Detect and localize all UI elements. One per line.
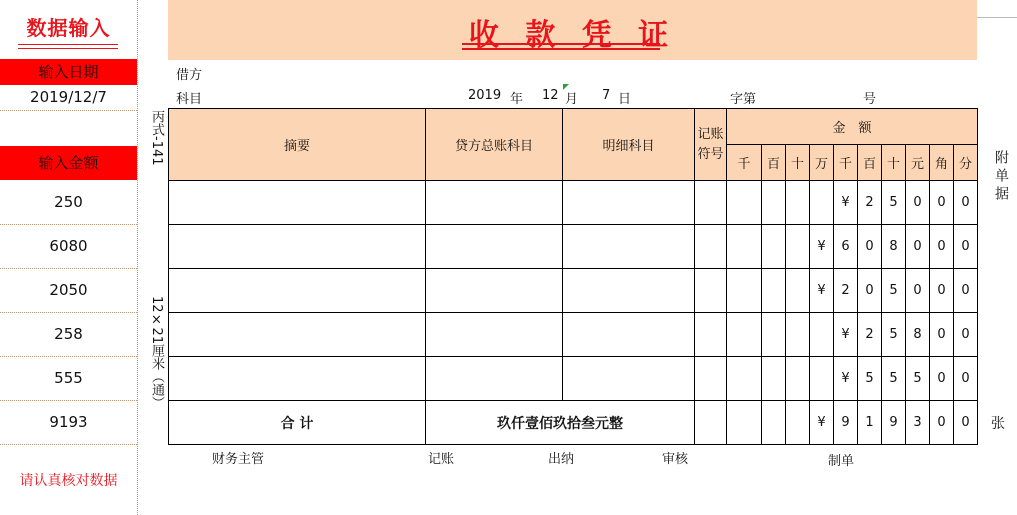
amount-digit: 0 [930, 313, 954, 357]
amount-digit: ¥ [834, 181, 858, 225]
amount-digit: 5 [906, 357, 930, 401]
amount-digit [810, 181, 834, 225]
amount-digit [762, 313, 786, 357]
amount-digit [786, 181, 810, 225]
line-item-cell [695, 181, 727, 225]
line-item-cell [169, 225, 426, 269]
header-summary: 摘要 [169, 109, 426, 181]
attachment-label: 附单据 [993, 150, 1009, 204]
table-row [169, 269, 978, 313]
voucher-day: 7 [602, 88, 611, 103]
debit-label: 借方 [176, 68, 203, 83]
digit-header: 十 [786, 145, 810, 181]
amount-input[interactable]: 250 [0, 181, 137, 225]
title-underline [18, 48, 118, 49]
amount-digit [786, 269, 810, 313]
amount-input[interactable]: 6080 [0, 225, 137, 269]
total-digit: 9 [882, 401, 906, 445]
amount-digit: ¥ [810, 269, 834, 313]
amount-input[interactable]: 555 [0, 357, 137, 401]
table-row [169, 181, 978, 225]
amount-input[interactable]: 9193 [0, 401, 137, 445]
amount-digit [762, 357, 786, 401]
amount-digit [786, 225, 810, 269]
table-row [169, 225, 978, 269]
line-item-cell [563, 269, 695, 313]
amount-digit [727, 269, 762, 313]
amount-digit: 2 [834, 269, 858, 313]
form-size: 12×21厘米（通） [149, 296, 164, 410]
total-digit [786, 401, 810, 445]
header-detail-account: 明细科目 [563, 109, 695, 181]
year-unit: 年 [510, 92, 524, 107]
amount-digit: 5 [882, 313, 906, 357]
amount-input[interactable]: 2050 [0, 269, 137, 313]
subject-label: 科目 [176, 92, 203, 107]
amount-digit: 0 [858, 269, 882, 313]
line-item-cell [563, 181, 695, 225]
line-item-cell [426, 313, 563, 357]
total-digit: 9 [834, 401, 858, 445]
digit-header: 百 [858, 145, 882, 181]
amount-digit: 0 [954, 181, 978, 225]
title-underline [462, 48, 660, 50]
divider [977, 17, 1017, 18]
digit-header: 万 [810, 145, 834, 181]
month-unit: 月 [565, 92, 579, 107]
amount-digit [727, 313, 762, 357]
line-item-cell [695, 269, 727, 313]
digit-header: 角 [930, 145, 954, 181]
title-underline [18, 44, 118, 45]
amount-digit: 8 [882, 225, 906, 269]
line-item-cell [169, 269, 426, 313]
amount-digit: 2 [858, 181, 882, 225]
line-item-cell [695, 225, 727, 269]
amount-digit: 0 [930, 357, 954, 401]
header-credit-account: 贷方总账科目 [426, 109, 563, 181]
total-row [169, 401, 978, 445]
voucher-year: 2019 [468, 88, 502, 103]
footer-cashier: 出纳 [548, 452, 575, 467]
total-words: 玖仟壹佰玖拾叁元整 [426, 401, 695, 445]
footer-preparer: 制单 [828, 454, 855, 469]
amount-digit: ¥ [810, 225, 834, 269]
amount-digit [762, 181, 786, 225]
amount-digit: 0 [954, 313, 978, 357]
panel-title: 数据输入 [26, 16, 111, 40]
line-item-cell [426, 269, 563, 313]
line-item-cell [426, 225, 563, 269]
table-row [169, 357, 978, 401]
number-label: 号 [863, 92, 877, 107]
digit-header: 十 [882, 145, 906, 181]
header-amount: 金 额 [727, 109, 978, 145]
amount-digit: 0 [858, 225, 882, 269]
amount-digit: ¥ [834, 357, 858, 401]
total-mark-cell [695, 401, 727, 445]
amount-digit [810, 313, 834, 357]
line-item-cell [563, 313, 695, 357]
amount-digit: 0 [906, 269, 930, 313]
total-digit: 0 [954, 401, 978, 445]
amount-digit [810, 357, 834, 401]
line-item-cell [169, 357, 426, 401]
amount-digit: 0 [954, 225, 978, 269]
date-label: 输入日期 [0, 59, 137, 85]
voucher-title: 收 款 凭 证 [468, 18, 677, 53]
title-underline [462, 43, 660, 45]
total-label: 合 计 [169, 401, 426, 445]
amount-digit: 5 [858, 357, 882, 401]
amount-digit [762, 225, 786, 269]
digit-header: 千 [727, 145, 762, 181]
amount-digit [727, 357, 762, 401]
amount-digit [727, 225, 762, 269]
amount-input[interactable]: 258 [0, 313, 137, 357]
amount-digit: 8 [906, 313, 930, 357]
amount-digit: 0 [930, 181, 954, 225]
digit-header: 千 [834, 145, 858, 181]
form-code: 丙式-141 [149, 110, 164, 166]
day-unit: 日 [618, 92, 632, 107]
amount-digit: 0 [930, 225, 954, 269]
line-item-cell [169, 313, 426, 357]
total-digit [762, 401, 786, 445]
total-digit: 3 [906, 401, 930, 445]
comment-marker [563, 84, 569, 90]
line-item-cell [426, 181, 563, 225]
amount-digit: 0 [954, 269, 978, 313]
amount-digit: 0 [906, 225, 930, 269]
header-posting-mark: 记账符号 [695, 109, 727, 181]
amount-digit [762, 269, 786, 313]
amount-digit: 5 [882, 357, 906, 401]
digit-header: 元 [906, 145, 930, 181]
amount-digit [786, 357, 810, 401]
amount-digit: 6 [834, 225, 858, 269]
zi-di-label: 字第 [730, 92, 757, 107]
voucher-table [168, 108, 978, 445]
total-digit: ¥ [810, 401, 834, 445]
line-item-cell [426, 357, 563, 401]
amount-digit [786, 313, 810, 357]
total-digit: 0 [930, 401, 954, 445]
sheet-unit: 张 [991, 416, 1005, 432]
footer-auditor: 审核 [662, 452, 689, 467]
footer-bookkeeper: 记账 [428, 452, 455, 467]
line-item-cell [695, 357, 727, 401]
total-digit: 1 [858, 401, 882, 445]
amount-digit: 0 [906, 181, 930, 225]
digit-header: 百 [762, 145, 786, 181]
verify-note: 请认真核对数据 [19, 473, 118, 489]
amount-label: 输入金额 [0, 146, 137, 180]
line-item-cell [563, 357, 695, 401]
line-item-cell [563, 225, 695, 269]
total-digit [727, 401, 762, 445]
table-row [169, 313, 978, 357]
amount-digit [727, 181, 762, 225]
amount-digit: 2 [858, 313, 882, 357]
amount-digit: 5 [882, 181, 906, 225]
voucher-month: 12 [542, 88, 559, 103]
amount-digit: 5 [882, 269, 906, 313]
amount-digit: 0 [930, 269, 954, 313]
footer-supervisor: 财务主管 [212, 452, 265, 467]
date-input[interactable]: 2019/12/7 [0, 85, 137, 111]
voucher-header [168, 0, 977, 60]
line-item-cell [695, 313, 727, 357]
amount-digit: 0 [954, 357, 978, 401]
amount-digit: ¥ [834, 313, 858, 357]
digit-header: 分 [954, 145, 978, 181]
line-item-cell [169, 181, 426, 225]
